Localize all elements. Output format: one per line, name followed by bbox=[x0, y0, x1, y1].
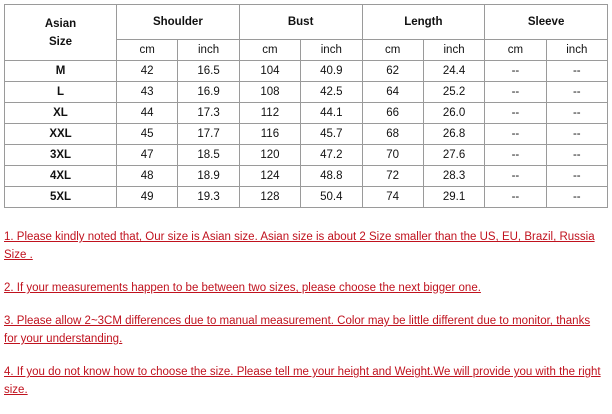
measurement-cell: 17.3 bbox=[178, 103, 239, 124]
size-cell: 4XL bbox=[5, 166, 117, 187]
measurement-cell: -- bbox=[546, 61, 607, 82]
measurement-cell: 26.0 bbox=[423, 103, 484, 124]
measurement-cell: -- bbox=[485, 124, 546, 145]
measurement-cell: 25.2 bbox=[423, 82, 484, 103]
size-notes bbox=[4, 228, 606, 414]
measurement-cell: -- bbox=[485, 145, 546, 166]
table-row bbox=[5, 166, 608, 187]
measurement-cell: 42 bbox=[117, 61, 178, 82]
measurement-cell: 45 bbox=[117, 124, 178, 145]
size-cell: 3XL bbox=[5, 145, 117, 166]
note-4: 4. If you do not know how to choose the size. Please tell me your height and Weight.We will provide you with the right size. bbox=[4, 366, 601, 396]
unit-header: cm bbox=[239, 40, 300, 61]
asian-size-label-line1: Asian bbox=[44, 17, 77, 30]
measurement-cell: 116 bbox=[239, 124, 300, 145]
unit-header: cm bbox=[485, 40, 546, 61]
measurement-cell: 45.7 bbox=[301, 124, 362, 145]
measurement-cell: 64 bbox=[362, 82, 423, 103]
sleeve-header: Sleeve bbox=[485, 5, 608, 40]
note-2: 2. If your measurements happen to be between two sizes, please choose the next bigger one. bbox=[4, 282, 481, 294]
measurement-cell: 62 bbox=[362, 61, 423, 82]
unit-header: inch bbox=[178, 40, 239, 61]
unit-header: inch bbox=[423, 40, 484, 61]
measurement-cell: 27.6 bbox=[423, 145, 484, 166]
measurement-cell: 68 bbox=[362, 124, 423, 145]
measurement-cell: 40.9 bbox=[301, 61, 362, 82]
measurement-cell: 72 bbox=[362, 166, 423, 187]
unit-header: cm bbox=[117, 40, 178, 61]
table-row bbox=[5, 187, 608, 208]
table-row bbox=[5, 103, 608, 124]
measurement-cell: 44.1 bbox=[301, 103, 362, 124]
table-row bbox=[5, 145, 608, 166]
measurement-cell: 16.5 bbox=[178, 61, 239, 82]
measurement-cell: 47 bbox=[117, 145, 178, 166]
size-cell: 5XL bbox=[5, 187, 117, 208]
measurement-cell: -- bbox=[546, 166, 607, 187]
measurement-cell: 18.5 bbox=[178, 145, 239, 166]
header-row-groups bbox=[5, 5, 608, 40]
measurement-cell: 66 bbox=[362, 103, 423, 124]
measurement-cell: 48 bbox=[117, 166, 178, 187]
size-cell: XXL bbox=[5, 124, 117, 145]
measurement-cell: 28.3 bbox=[423, 166, 484, 187]
asian-size-header bbox=[5, 5, 117, 61]
measurement-cell: 70 bbox=[362, 145, 423, 166]
measurement-cell: 29.1 bbox=[423, 187, 484, 208]
measurement-cell: -- bbox=[485, 187, 546, 208]
measurement-cell: 112 bbox=[239, 103, 300, 124]
table-row bbox=[5, 82, 608, 103]
unit-header: cm bbox=[362, 40, 423, 61]
measurement-cell: -- bbox=[485, 166, 546, 187]
size-chart-table bbox=[4, 4, 608, 208]
measurement-cell: 74 bbox=[362, 187, 423, 208]
asian-size-label-line2: Size bbox=[48, 35, 72, 48]
measurement-cell: 19.3 bbox=[178, 187, 239, 208]
note-1: 1. Please kindly noted that, Our size is Asian size. Asian size is about 2 Size smaller than the US, EU, Brazil, Russia Size . bbox=[4, 231, 595, 261]
measurement-cell: -- bbox=[546, 103, 607, 124]
measurement-cell: 43 bbox=[117, 82, 178, 103]
size-table-body bbox=[5, 61, 608, 208]
measurement-cell: 48.8 bbox=[301, 166, 362, 187]
measurement-cell: 128 bbox=[239, 187, 300, 208]
measurement-cell: -- bbox=[546, 124, 607, 145]
size-cell: L bbox=[5, 82, 117, 103]
table-row bbox=[5, 61, 608, 82]
unit-header: inch bbox=[546, 40, 607, 61]
measurement-cell: 26.8 bbox=[423, 124, 484, 145]
bust-header: Bust bbox=[239, 5, 362, 40]
measurement-cell: 49 bbox=[117, 187, 178, 208]
length-header: Length bbox=[362, 5, 485, 40]
measurement-cell: 44 bbox=[117, 103, 178, 124]
note-3: 3. Please allow 2~3CM differences due to manual measurement. Color may be little different due to monitor, thanks for your understanding. bbox=[4, 315, 591, 345]
unit-header: inch bbox=[301, 40, 362, 61]
size-cell: XL bbox=[5, 103, 117, 124]
measurement-cell: 108 bbox=[239, 82, 300, 103]
measurement-cell: -- bbox=[546, 187, 607, 208]
measurement-cell: 47.2 bbox=[301, 145, 362, 166]
measurement-cell: -- bbox=[485, 82, 546, 103]
measurement-cell: -- bbox=[546, 145, 607, 166]
measurement-cell: 124 bbox=[239, 166, 300, 187]
shoulder-header: Shoulder bbox=[117, 5, 240, 40]
measurement-cell: -- bbox=[546, 82, 607, 103]
measurement-cell: 24.4 bbox=[423, 61, 484, 82]
measurement-cell: -- bbox=[485, 61, 546, 82]
measurement-cell: 18.9 bbox=[178, 166, 239, 187]
measurement-cell: 120 bbox=[239, 145, 300, 166]
size-cell: M bbox=[5, 61, 117, 82]
table-row bbox=[5, 124, 608, 145]
measurement-cell: 50.4 bbox=[301, 187, 362, 208]
measurement-cell: 104 bbox=[239, 61, 300, 82]
measurement-cell: 17.7 bbox=[178, 124, 239, 145]
measurement-cell: 16.9 bbox=[178, 82, 239, 103]
measurement-cell: 42.5 bbox=[301, 82, 362, 103]
measurement-cell: -- bbox=[485, 103, 546, 124]
